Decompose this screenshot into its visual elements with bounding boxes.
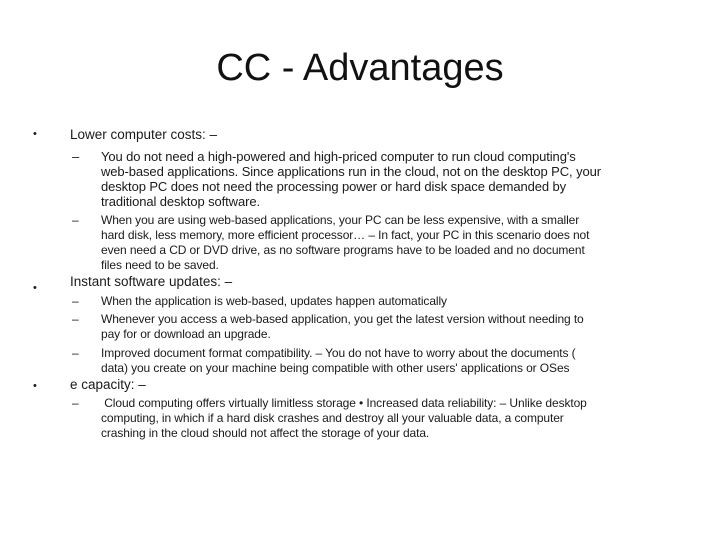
sub-line: You do not need a high-powered and high-priced computer to run cloud computing's — [101, 149, 576, 164]
sub-line: pay for or download an upgrade. — [101, 327, 271, 341]
sub-line: files need to be saved. — [101, 258, 219, 272]
dash-icon: – — [72, 213, 79, 227]
dash-icon: – — [72, 346, 79, 360]
sub-line: even need a CD or DVD drive, as no software programs have to be loaded and no document — [101, 243, 585, 257]
sub-line: Cloud computing offers virtually limitless storage • Increased data reliability: – Unlike desktop — [101, 396, 587, 410]
bullet-label-lower-costs: Lower computer costs: – — [70, 127, 218, 142]
sub-line: computing, in which if a hard disk crashes and destroy all your valuable data, a computer — [101, 411, 564, 425]
slide-title: CC - Advantages — [216, 47, 504, 89]
sub-line: Whenever you access a web-based application, you get the latest version without needing to — [101, 312, 584, 326]
sub-line: crashing in the cloud should not affect the storage of your data. — [101, 426, 430, 440]
dash-icon: – — [72, 312, 79, 326]
bullet-label-software-updates: Instant software updates: – — [70, 274, 233, 289]
sub-line: data) you create on your machine being compatible with other users' applications or OSes — [101, 361, 570, 375]
sub-line: When the application is web-based, updates happen automatically — [101, 294, 447, 308]
sub-line: Improved document format compatibility. – You do not have to worry about the documents ( — [101, 346, 576, 360]
bullet-icon: • — [33, 380, 37, 392]
sub-line: web-based applications. Since applications run in the cloud, not on the desktop PC, your — [101, 164, 601, 179]
dash-icon: – — [72, 294, 79, 308]
sub-line: desktop PC does not need the processing power or hard disk space demanded by — [101, 179, 567, 194]
bullet-label-capacity: e capacity: – — [70, 377, 146, 392]
dash-icon: – — [72, 396, 79, 410]
bullet-icon: • — [33, 282, 37, 294]
bullet-icon: • — [33, 128, 37, 140]
sub-line: hard disk, less memory, more efficient processor… – In fact, your PC in this scenario does not — [101, 228, 590, 242]
sub-line: When you are using web-based applications, your PC can be less expensive, with a smaller — [101, 213, 580, 227]
dash-icon: – — [72, 149, 80, 164]
sub-line: traditional desktop software. — [101, 194, 260, 209]
